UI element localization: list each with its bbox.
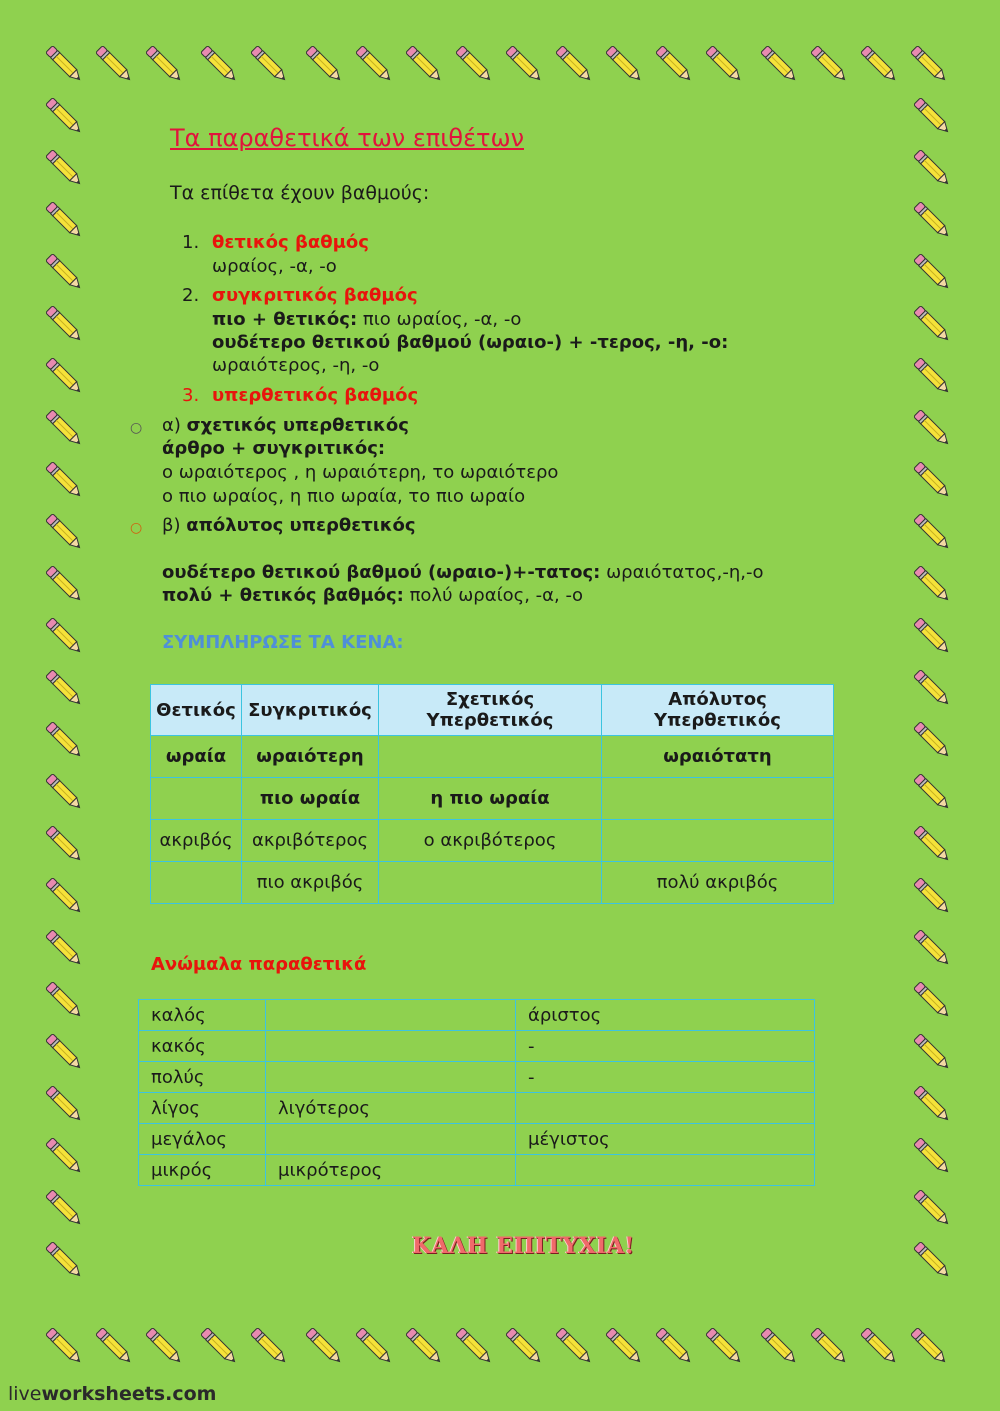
pencil-icon — [40, 560, 88, 608]
pencil-icon — [855, 40, 903, 88]
blank-input-cell[interactable] — [602, 778, 834, 820]
blank-input-cell[interactable] — [266, 1031, 516, 1062]
table-row — [139, 1031, 815, 1062]
table-cell: ακριβότερος — [242, 820, 379, 862]
table-cell: - — [516, 1031, 815, 1062]
table-row — [139, 1093, 815, 1124]
pencil-icon — [400, 1322, 448, 1370]
relative-superlative-name: σχετικός υπερθετικός — [186, 415, 409, 436]
pencil-icon — [908, 1132, 956, 1180]
blank-input-cell[interactable] — [516, 1093, 815, 1124]
table-cell: πιο ωραία — [242, 778, 379, 820]
pencil-icon — [600, 40, 648, 88]
pencil-icon — [40, 1236, 88, 1284]
pencil-icon — [908, 872, 956, 920]
absolute-superlative-rule-1 — [162, 562, 764, 583]
pencil-icon — [40, 1028, 88, 1076]
pencil-icon — [550, 1322, 598, 1370]
pencil-icon — [908, 560, 956, 608]
pencil-icon — [905, 1322, 953, 1370]
pencil-icon — [140, 40, 188, 88]
pencil-icon — [40, 144, 88, 192]
table-cell: ωραία — [151, 736, 242, 778]
pencil-icon — [40, 976, 88, 1024]
blank-input-cell[interactable] — [602, 820, 834, 862]
pencil-icon — [855, 1322, 903, 1370]
circle-bullet-icon: ○ — [130, 420, 143, 436]
table-cell: μέγιστος — [516, 1124, 815, 1155]
absolute-rule-2-bold: πολύ + θετικός βαθμός: — [162, 585, 404, 606]
pencil-icon — [90, 40, 138, 88]
table-cell: μεγάλος — [139, 1124, 266, 1155]
pencil-icon — [350, 1322, 398, 1370]
pencil-icon — [908, 196, 956, 244]
pencil-icon — [40, 924, 88, 972]
fill-blanks-heading: ΣΥΜΠΛΗΡΩΣΕ ΤΑ ΚΕΝΑ: — [162, 632, 404, 653]
pencil-icon — [40, 508, 88, 556]
pencil-icon — [40, 40, 88, 88]
comparative-rule-1-text: πιο ωραίος, -α, -ο — [357, 309, 522, 330]
blank-input-cell[interactable] — [516, 1155, 815, 1186]
table-row — [139, 1062, 815, 1093]
pencil-icon — [40, 716, 88, 764]
table-row — [151, 862, 834, 904]
relative-superlative-example-1: ο ωραιότερος , η ωραιότερη, το ωραιότερο — [162, 462, 559, 483]
pencil-icon — [245, 1322, 293, 1370]
degree-comparative-heading: συγκριτικός βαθμός — [212, 285, 418, 306]
table-row — [151, 736, 834, 778]
relative-superlative-label: α) — [162, 415, 181, 436]
table-cell: μικρός — [139, 1155, 266, 1186]
list-number-3: 3. — [182, 385, 200, 406]
pencil-icon — [450, 1322, 498, 1370]
pencil-icon — [805, 40, 853, 88]
table-cell: - — [516, 1062, 815, 1093]
pencil-icon — [908, 352, 956, 400]
pencil-icon — [755, 1322, 803, 1370]
pencil-icon — [40, 1132, 88, 1180]
pencil-icon — [245, 40, 293, 88]
pencil-icon — [40, 1080, 88, 1128]
pencil-icon — [40, 872, 88, 920]
irregular-table — [138, 999, 815, 1186]
comparative-rule-2-example: ωραιότερος, -η, -ο — [212, 355, 380, 376]
table-row — [139, 1155, 815, 1186]
pencil-icon — [908, 144, 956, 192]
pencil-icon — [40, 456, 88, 504]
blank-input-cell[interactable] — [266, 1000, 516, 1031]
pencil-icon — [700, 1322, 748, 1370]
header-relative-superlative: Σχετικός Υπερθετικός — [379, 685, 602, 736]
pencil-icon — [40, 664, 88, 712]
pencil-icon — [908, 508, 956, 556]
pencil-icon — [500, 40, 548, 88]
pencil-icon — [40, 1322, 88, 1370]
pencil-icon — [908, 1236, 956, 1284]
pencil-icon — [300, 1322, 348, 1370]
table-cell: ωραιότερη — [242, 736, 379, 778]
pencil-icon — [908, 612, 956, 660]
pencil-icon — [700, 40, 748, 88]
list-number-1: 1. — [182, 232, 200, 253]
table-cell: ο ακριβότερος — [379, 820, 602, 862]
pencil-icon — [908, 1028, 956, 1076]
comparative-rule-2: ουδέτερο θετικού βαθμού (ωραιο-) + -τερος, -η, -ο: — [212, 332, 729, 353]
relative-superlative-heading — [162, 415, 409, 436]
pencil-icon — [650, 40, 698, 88]
blank-input-cell[interactable] — [266, 1062, 516, 1093]
blank-input-cell[interactable] — [151, 778, 242, 820]
pencil-icon — [40, 404, 88, 452]
header-comparative: Συγκριτικός — [242, 685, 379, 736]
blank-input-cell[interactable] — [379, 862, 602, 904]
blank-input-cell[interactable] — [266, 1124, 516, 1155]
pencil-icon — [908, 456, 956, 504]
pencil-icon — [600, 1322, 648, 1370]
pencil-icon — [908, 768, 956, 816]
comparative-rule-1-bold: πιο + θετικός: — [212, 309, 358, 330]
intro-text: Τα επίθετα έχουν βαθμούς: — [170, 182, 430, 204]
table-cell: λιγότερος — [266, 1093, 516, 1124]
pencil-icon — [40, 768, 88, 816]
pencil-icon — [908, 248, 956, 296]
degree-superlative-heading: υπερθετικός βαθμός — [212, 385, 419, 406]
pencil-icon — [550, 40, 598, 88]
pencil-icon — [40, 352, 88, 400]
pencil-icon — [195, 40, 243, 88]
pencil-icon — [40, 300, 88, 348]
pencil-icon — [908, 92, 956, 140]
relative-superlative-rule: άρθρο + συγκριτικός: — [162, 438, 386, 459]
pencil-icon — [40, 612, 88, 660]
pencil-icon — [195, 1322, 243, 1370]
absolute-rule-1-bold: ουδέτερο θετικού βαθμού (ωραιο-)+-τατος: — [162, 562, 601, 583]
degree-positive-heading: θετικός βαθμός — [212, 232, 369, 253]
pencil-icon — [40, 92, 88, 140]
table-row — [139, 1124, 815, 1155]
table-cell: άριστος — [516, 1000, 815, 1031]
pencil-icon — [905, 40, 953, 88]
pencil-icon — [40, 196, 88, 244]
good-luck-wordart: ΚΑΛΗ ΕΠΙΤΥΧΙΑ! — [412, 1233, 635, 1259]
footer-worksheets: worksheets — [41, 1383, 166, 1405]
pencil-icon — [908, 1184, 956, 1232]
degree-positive-example: ωραίος, -α, -ο — [212, 256, 337, 277]
table-cell: ακριβός — [151, 820, 242, 862]
pencil-icon — [908, 300, 956, 348]
degrees-table — [150, 684, 834, 904]
pencil-icon — [350, 40, 398, 88]
liveworksheets-logo — [8, 1383, 216, 1405]
comparative-rule-1 — [212, 309, 521, 330]
blank-input-cell[interactable] — [379, 736, 602, 778]
circle-bullet-icon: ○ — [130, 520, 143, 536]
blank-input-cell[interactable] — [151, 862, 242, 904]
absolute-superlative-name: απόλυτος υπερθετικός — [186, 515, 416, 536]
table-cell: καλός — [139, 1000, 266, 1031]
pencil-icon — [908, 924, 956, 972]
pencil-icon — [908, 664, 956, 712]
pencil-icon — [140, 1322, 188, 1370]
pencil-icon — [300, 40, 348, 88]
table-row — [151, 820, 834, 862]
table-cell: λίγος — [139, 1093, 266, 1124]
header-positive: Θετικός — [151, 685, 242, 736]
table-cell: μικρότερος — [266, 1155, 516, 1186]
absolute-rule-1-text: ωραιότατος,-η,-ο — [600, 562, 764, 583]
list-number-2: 2. — [182, 285, 200, 306]
table-row — [151, 778, 834, 820]
pencil-icon — [908, 820, 956, 868]
absolute-superlative-rule-2 — [162, 585, 583, 606]
pencil-icon — [805, 1322, 853, 1370]
pencil-icon — [908, 716, 956, 764]
footer-live: live — [8, 1383, 42, 1405]
header-absolute-superlative: Απόλυτος Υπερθετικός — [602, 685, 834, 736]
pencil-icon — [908, 1080, 956, 1128]
pencil-icon — [908, 976, 956, 1024]
pencil-icon — [40, 248, 88, 296]
table-cell: κακός — [139, 1031, 266, 1062]
pencil-icon — [450, 40, 498, 88]
relative-superlative-example-2: ο πιο ωραίος, η πιο ωραία, το πιο ωραίο — [162, 486, 526, 507]
irregular-heading: Ανώμαλα παραθετικά — [151, 954, 367, 975]
pencil-icon — [40, 1184, 88, 1232]
table-cell: πολύς — [139, 1062, 266, 1093]
pencil-icon — [40, 820, 88, 868]
page-title: Τα παραθετικά των επιθέτων — [170, 124, 524, 152]
table-cell: πιο ακριβός — [242, 862, 379, 904]
absolute-rule-2-text: πολύ ωραίος, -α, -ο — [403, 585, 583, 606]
footer-com: .com — [165, 1383, 217, 1405]
absolute-superlative-label: β) — [162, 515, 181, 536]
pencil-icon — [500, 1322, 548, 1370]
pencil-icon — [400, 40, 448, 88]
table-cell: ωραιότατη — [602, 736, 834, 778]
table-cell: η πιο ωραία — [379, 778, 602, 820]
pencil-icon — [650, 1322, 698, 1370]
absolute-superlative-heading — [162, 515, 416, 536]
pencil-icon — [755, 40, 803, 88]
table-row — [139, 1000, 815, 1031]
pencil-icon — [908, 404, 956, 452]
pencil-icon — [90, 1322, 138, 1370]
table-cell: πολύ ακριβός — [602, 862, 834, 904]
